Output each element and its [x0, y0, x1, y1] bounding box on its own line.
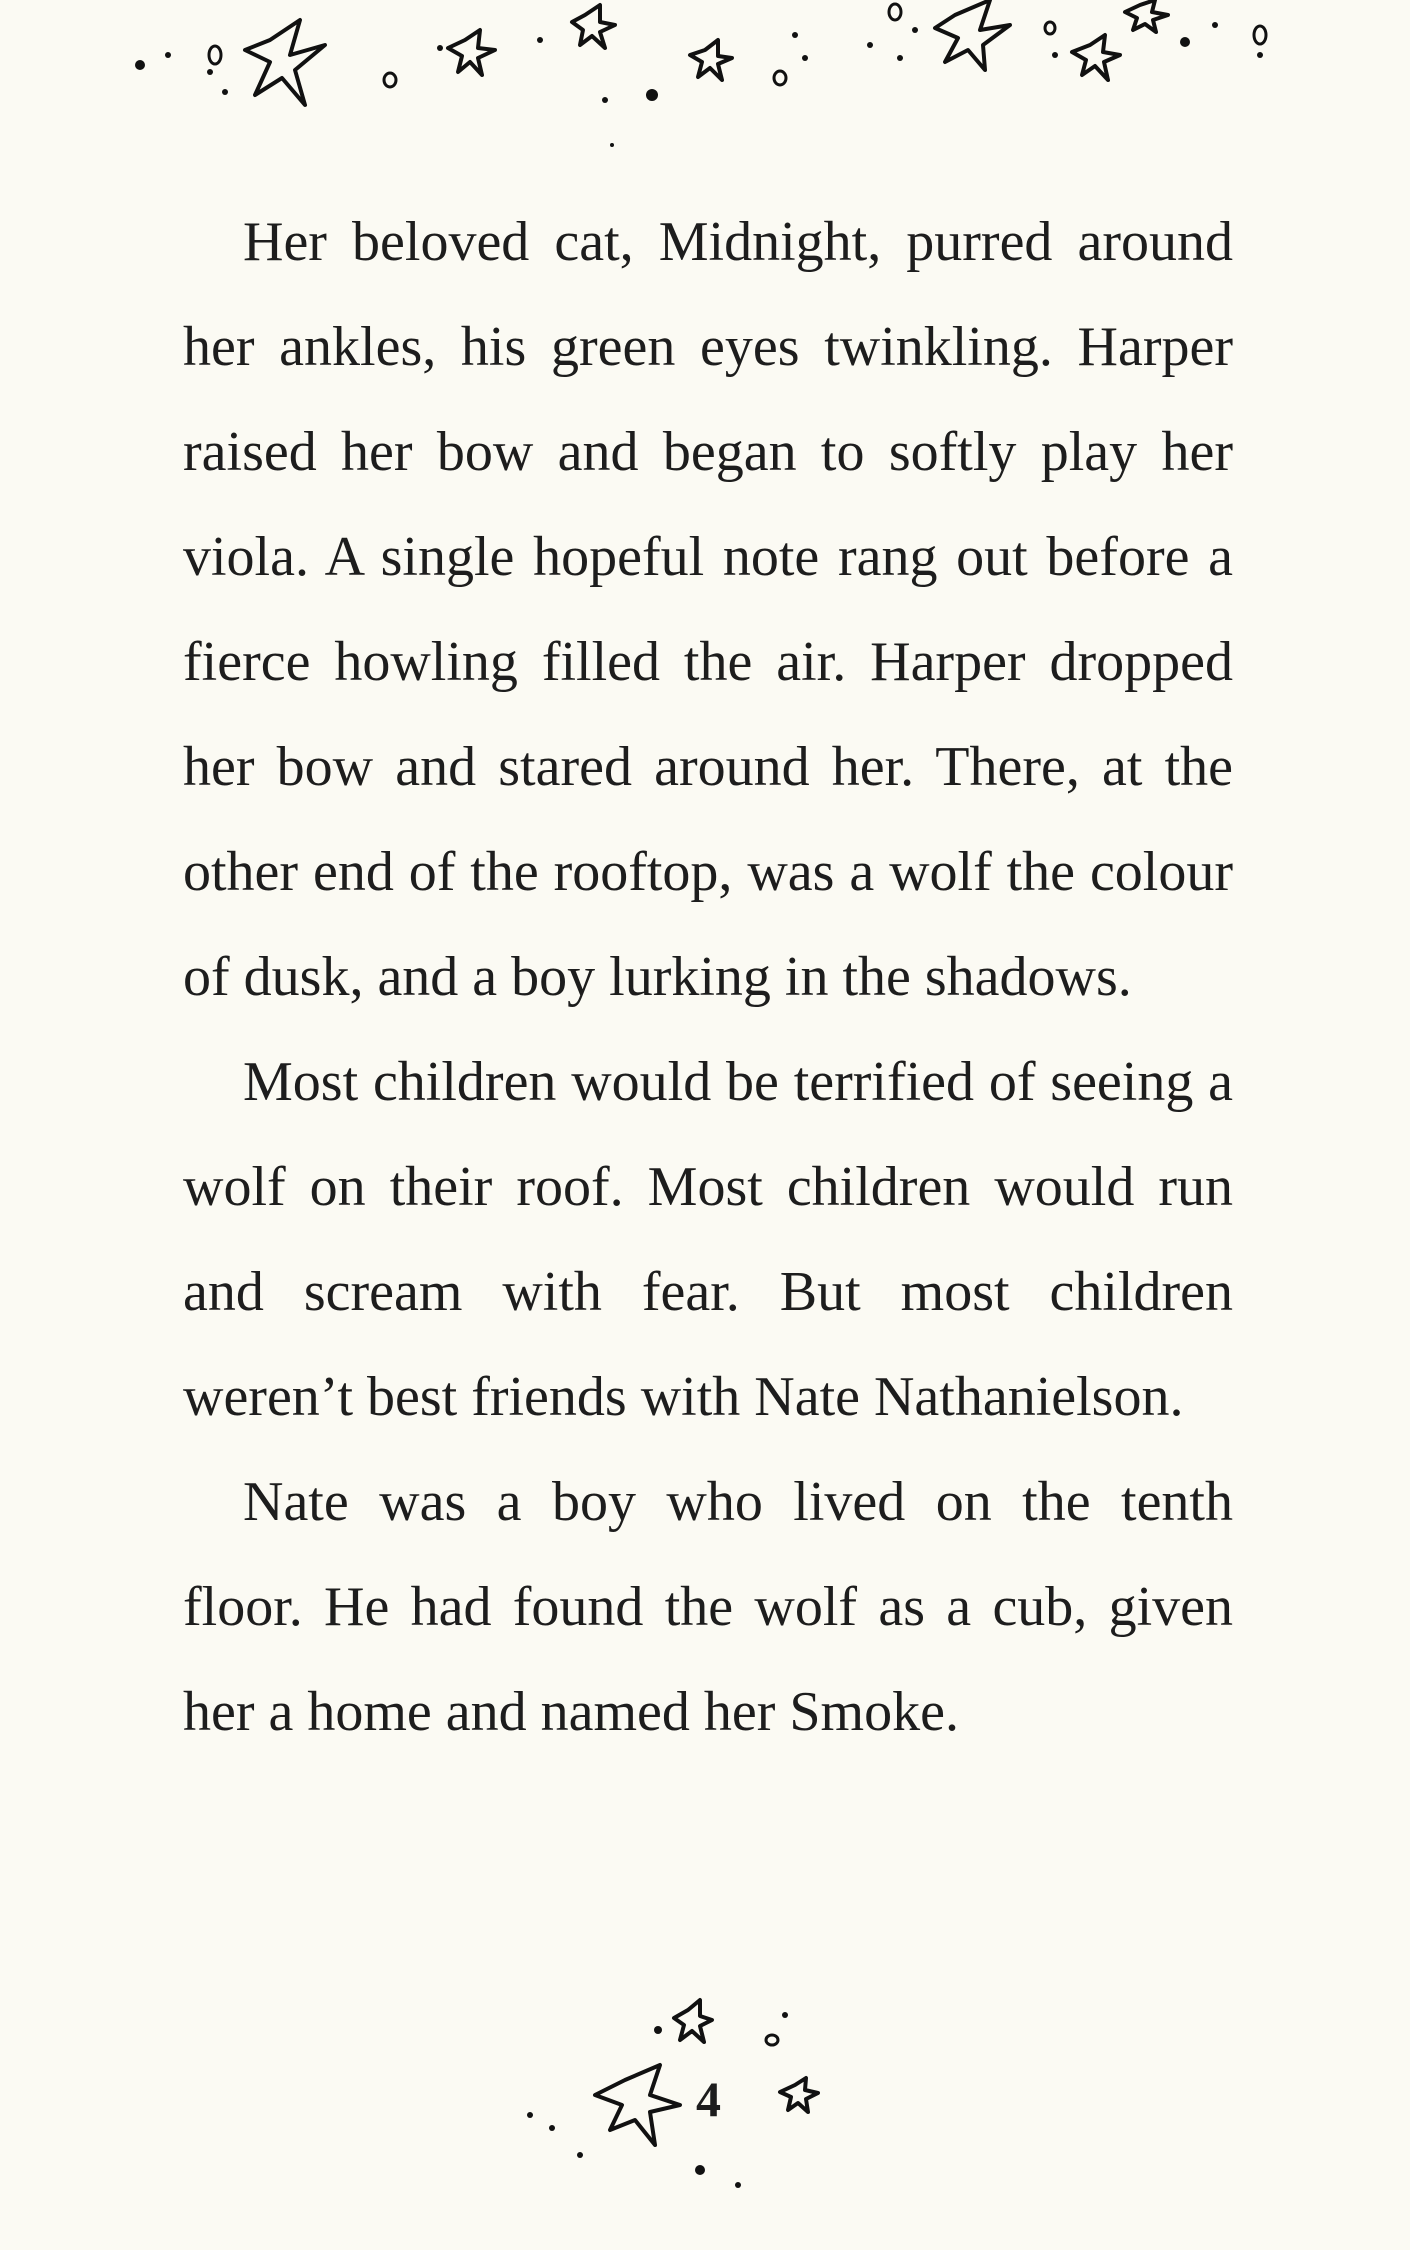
paragraph: Nate was a boy who lived on the tenth floor. He had found the wolf as a cub, given her a home and named her Smoke.	[183, 1471, 1233, 1743]
paragraph: Her beloved cat, Midnight, purred around her ankles, his green eyes twinkling. Harper raised her bow and began to softly play her viola. A single hopeful note rang out before a fierce howling filled the air. Harper dropped her bow and stared around her. There, at the other end of the rooftop, was a wolf the colour of dusk, and a boy lurking in the shadows.	[183, 211, 1233, 1008]
star-icon	[245, 0, 1168, 105]
paragraph: Most children would be terrified of seeing a wolf on their roof. Most children would run and scream with fear. But most children weren’t best friends with Nate Nathanielson.	[183, 1051, 1233, 1428]
page-number: 4	[696, 2071, 721, 2127]
story-text	[183, 190, 1233, 1765]
star-border-icon	[0, 0, 1410, 170]
